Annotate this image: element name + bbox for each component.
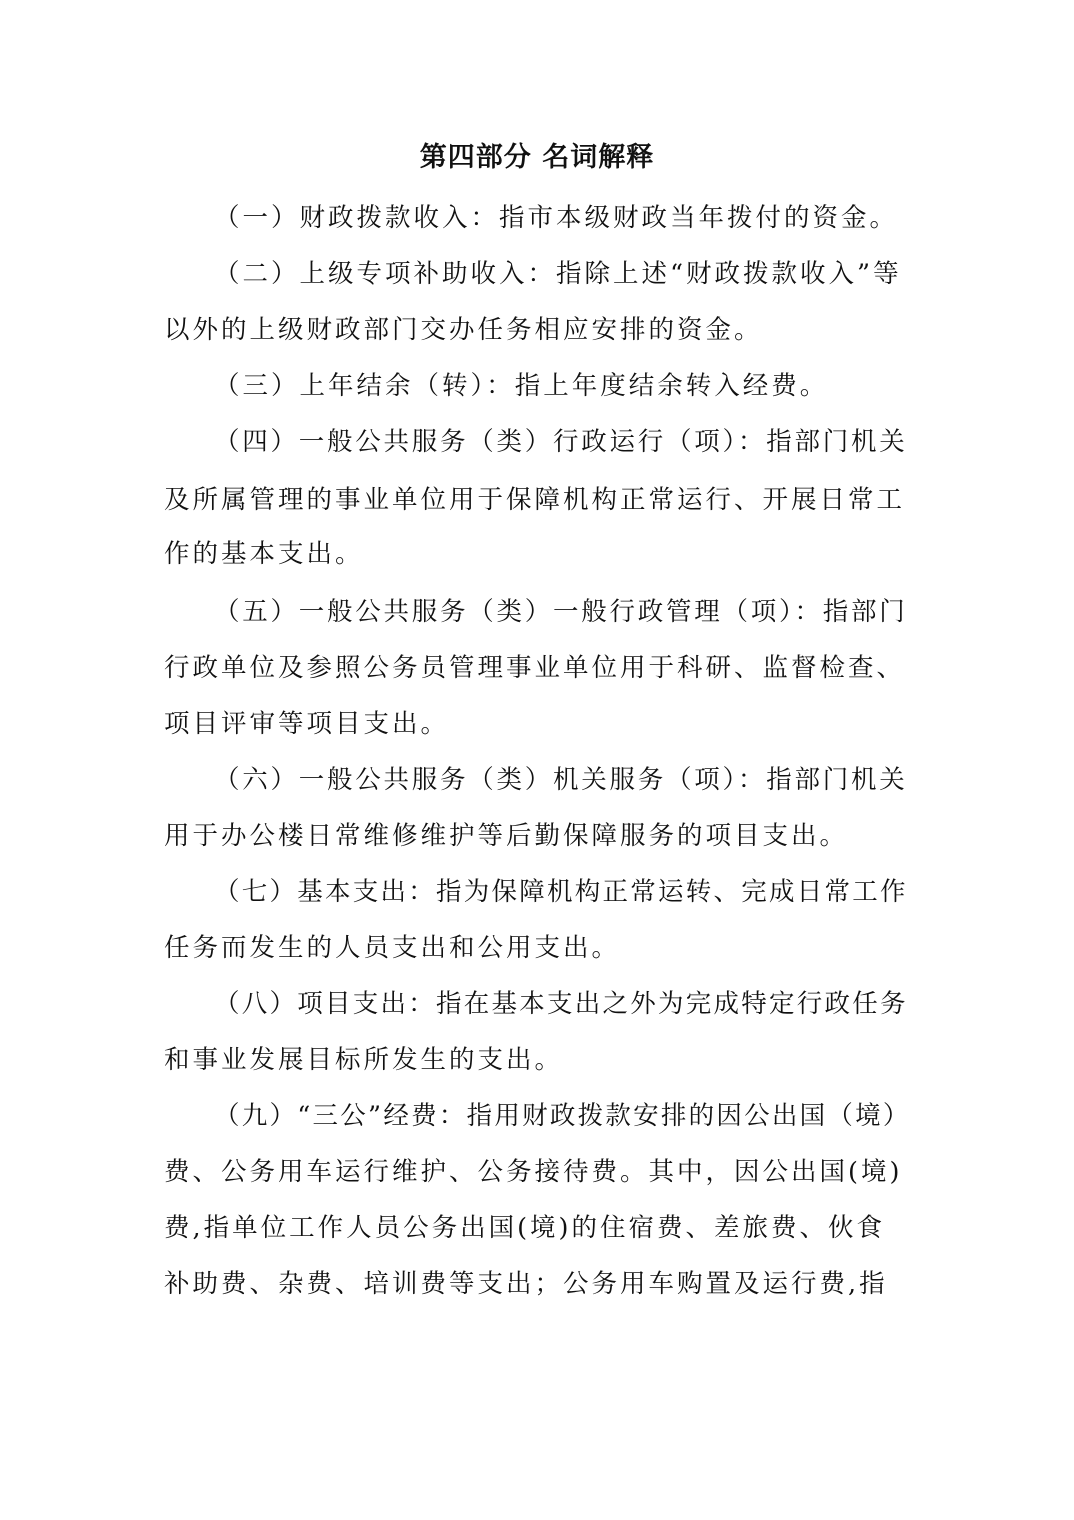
paragraph-line: 及所属管理的事业单位用于保障机构正常运行、开展日常工: [164, 485, 906, 515]
paragraph-line: 作的基本支出。: [164, 539, 364, 569]
paragraph-line: 任务而发生的人员支出和公用支出。: [164, 933, 621, 963]
paragraph-line: （六）一般公共服务（类）机关服务（项）：指部门机关: [214, 765, 908, 795]
paragraph-line: 补助费、杂费、培训费等支出；公务用车购置及运行费,指: [164, 1269, 888, 1299]
paragraph-line: 费,指单位工作人员公务出国(境)的住宿费、差旅费、伙食: [164, 1213, 886, 1243]
paragraph-line: 以外的上级财政部门交办任务相应安排的资金。: [164, 315, 763, 345]
paragraph-line: 和事业发展目标所发生的支出。: [164, 1045, 564, 1075]
paragraph-line: （三）上年结余（转）：指上年度结余转入经费。: [214, 371, 829, 401]
paragraph-line: （一）财政拨款收入：指市本级财政当年拨付的资金。: [214, 203, 899, 233]
page-title: 第四部分 名词解释: [419, 142, 655, 173]
paragraph-line: （七）基本支出：指为保障机构正常运转、完成日常工作: [214, 877, 908, 907]
paragraph-line: （八）项目支出：指在基本支出之外为完成特定行政任务: [214, 989, 908, 1019]
paragraph-line: （九）“三公”经费：指用财政拨款安排的因公出国（境）: [214, 1101, 911, 1131]
paragraph-line: 费、公务用车运行维护、公务接待费。其中，因公出国(境): [164, 1157, 903, 1187]
paragraph-line: 项目评审等项目支出。: [164, 709, 450, 739]
paragraph-line: 用于办公楼日常维修维护等后勤保障服务的项目支出。: [164, 821, 849, 851]
paragraph-line: 行政单位及参照公务员管理事业单位用于科研、监督检查、: [164, 653, 906, 683]
paragraph-line: （四）一般公共服务（类）行政运行（项）：指部门机关: [214, 427, 908, 457]
paragraph-line: （二）上级专项补助收入：指除上述“财政拨款收入”等: [214, 259, 902, 289]
paragraph-line: （五）一般公共服务（类）一般行政管理（项）：指部门: [214, 597, 908, 627]
